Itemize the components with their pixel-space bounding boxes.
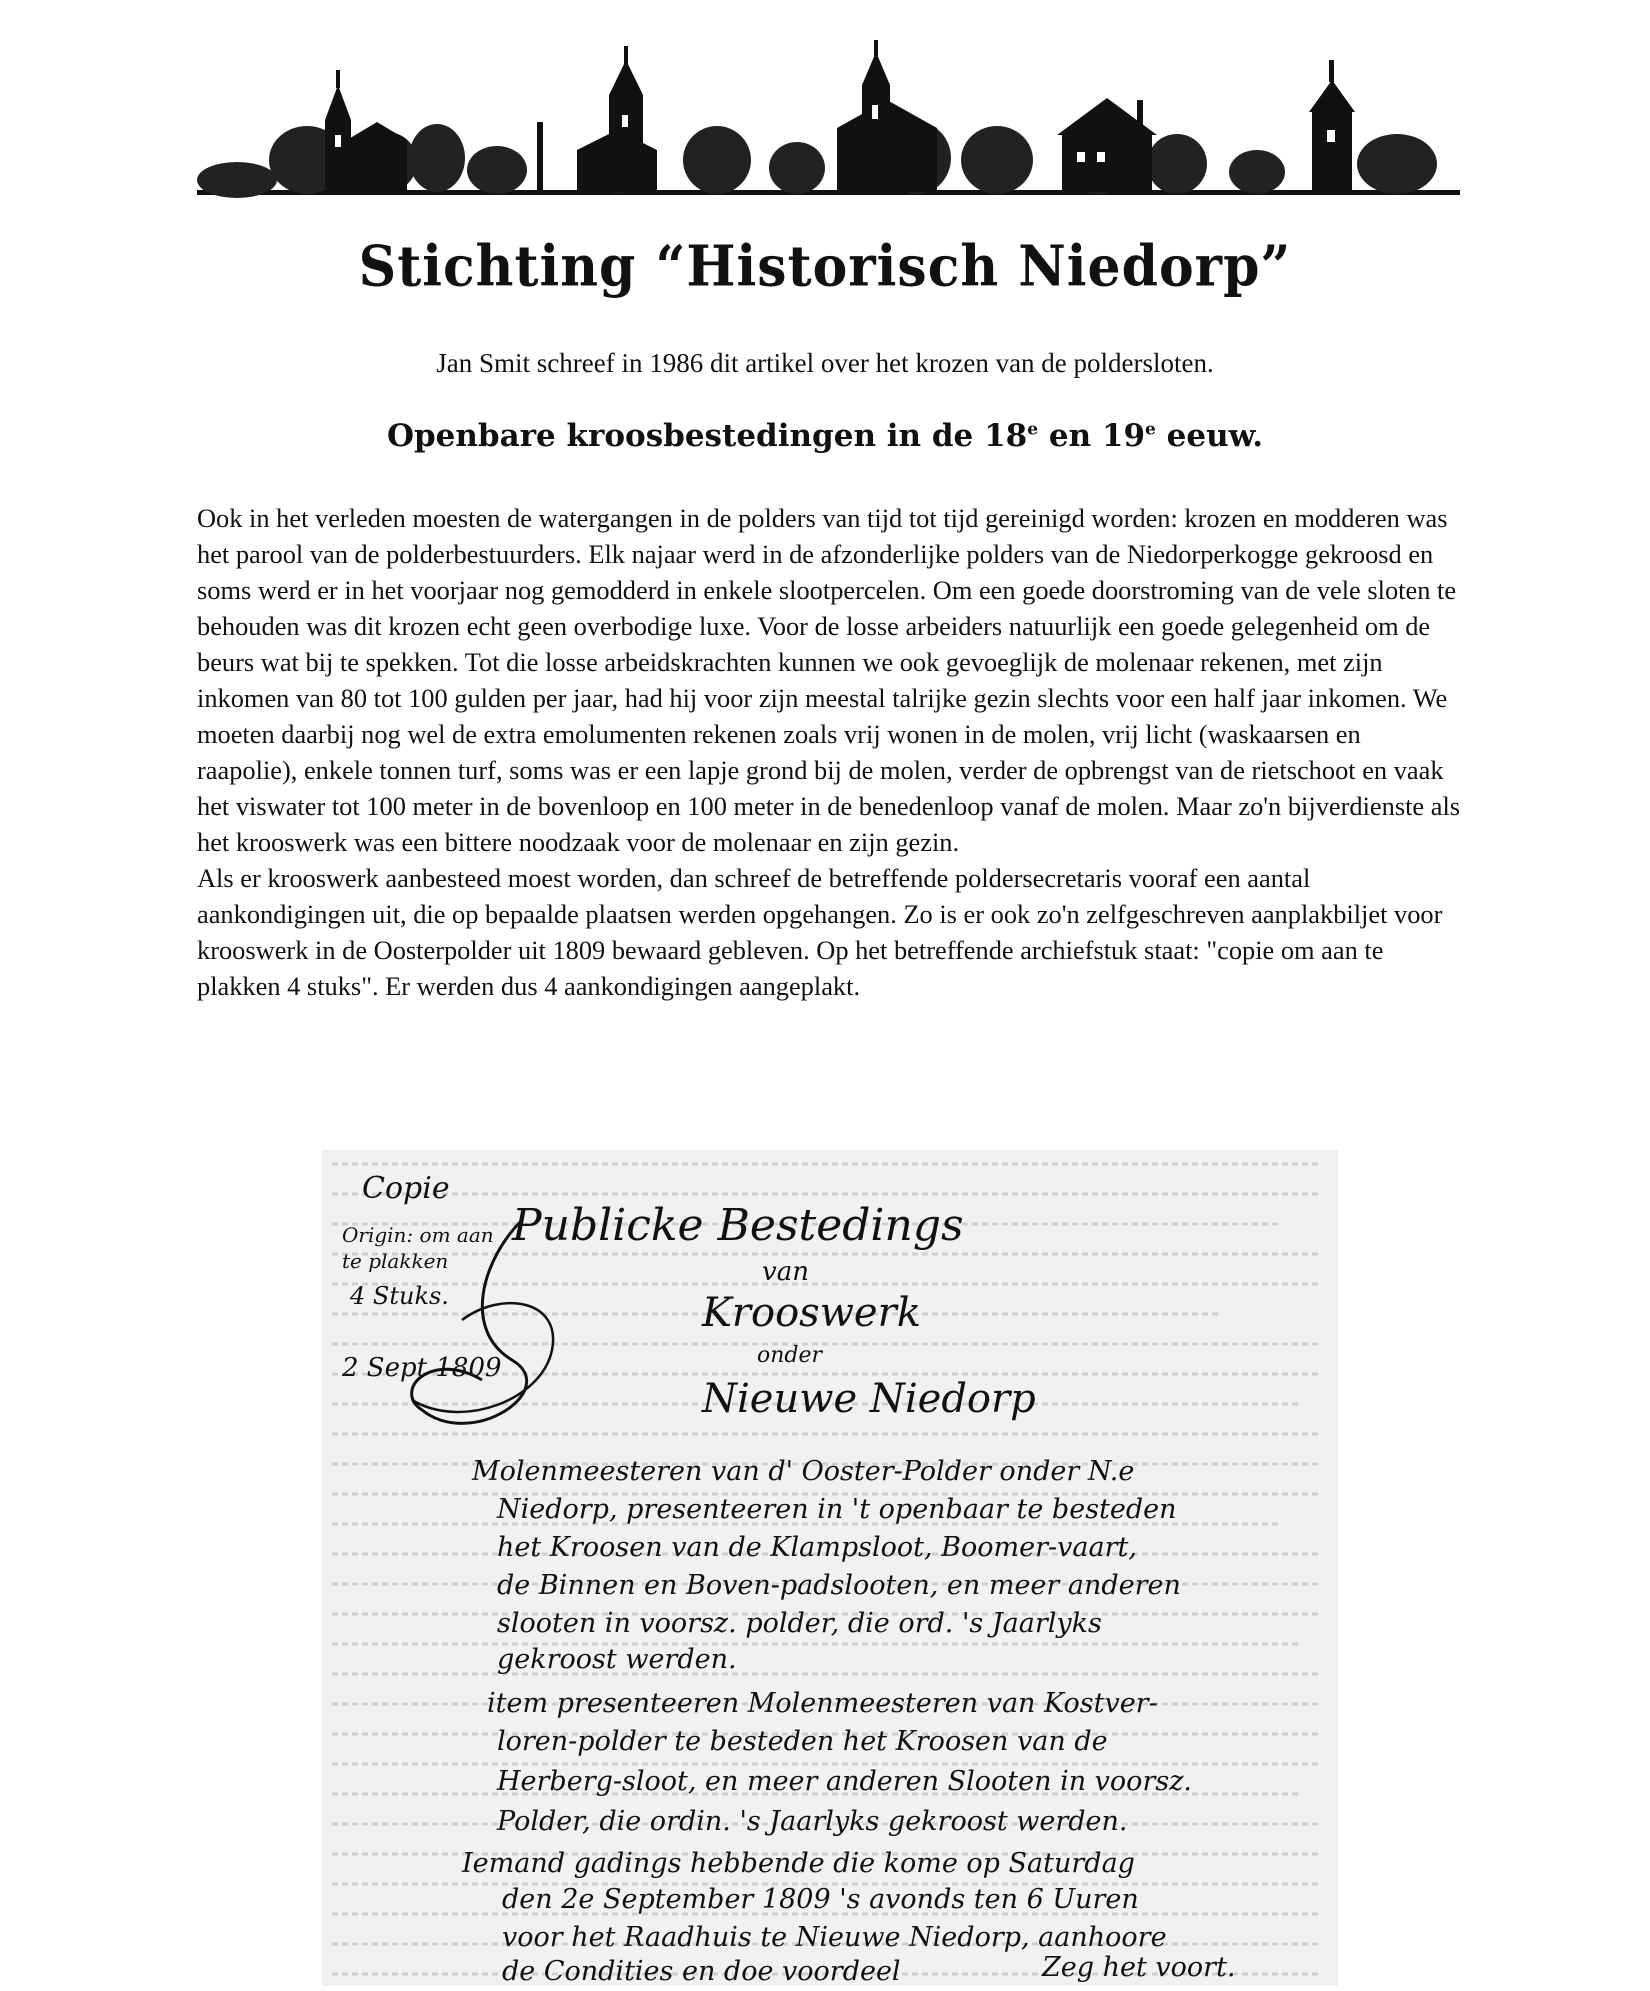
ms-margin-2: Origin: om aan	[342, 1223, 494, 1247]
intro-text: Jan Smit schreef in 1986 dit artikel over het krozen van de poldersloten.	[436, 348, 1214, 378]
ms-margin-3: te plakken	[342, 1249, 449, 1273]
ms-line-4: de Binnen en Boven-padslooten, en meer anderen	[497, 1570, 1181, 1601]
ms-line-11: Iemand gadings hebbende die kome op Saturdag	[462, 1848, 1135, 1879]
page-title: Stichting “Historisch Niedorp”	[358, 233, 1292, 300]
ms-title-2: van	[762, 1257, 809, 1287]
article-paragraph-1: Ook in het verleden moesten de watergangen in de polders van tijd tot tijd gereinigd worden: krozen en modderen was het parool van de polderbestuurders. Elk najaar werd in de afzonderlijke polders van de Niedorperkogge gekroosd en soms werd er in het voorjaar nog gemodderd in enkele slootpercelen. Om een goede doorstroming van de vele sloten te behouden was dit krozen echt geen overbodige luxe. Voor de losse arbeiders natuurlijk een goede gelegenheid om de beurs wat bij te spekken. Tot die losse arbeidskrachten kunnen we ook gevoeglijk de molenaar rekenen, met zijn inkomen van 80 tot 100 gulden per jaar, had hij voor zijn meestal talrijke gezin slechts voor een half jaar inkomen. We moeten daarbij nog wel de extra emolumenten rekenen zoals vrij wonen in de molen, vrij licht (waskaarsen en raapolie), enkele tonnen turf, soms was er een lapje grond bij de molen, verder de opbrengst van de rietschoot en vaak het viswater tot 100 meter in de bovenloop en 100 meter in de benedenloop vanaf de molen. Maar zo'n bijverdienste als het krooswerk was een bittere noodzaak voor de molenaar en zijn gezin.	[197, 503, 1461, 857]
header-skyline-illustration	[197, 40, 1460, 210]
ms-line-1: Molenmeesteren van d' Ooster-Polder onder N.e	[472, 1456, 1135, 1487]
ms-line-9: Herberg-sloot, en meer anderen Slooten in voorsz.	[497, 1766, 1193, 1797]
heading-sup-1: e	[1027, 419, 1039, 440]
manuscript-handwriting	[322, 1150, 1338, 1986]
manuscript-image	[322, 1150, 1338, 1986]
ms-line-10: Polder, die ordin. 's Jaarlyks gekroost werden.	[497, 1806, 1128, 1837]
ms-line-12: den 2e September 1809 's avonds ten 6 Uuren	[502, 1884, 1139, 1915]
article-paragraph-2: Als er krooswerk aanbesteed moest worden, dan schreef de betreffende poldersecretaris vooraf een aantal aankondigingen uit, die op bepaalde plaatsen werden opgehangen. Zo is er ook zo'n zelfgeschreven aanplakbiljet voor krooswerk in de Oosterpolder uit 1809 bewaard gebleven. Op het betreffende archiefstuk staat: "copie om aan te plakken 4 stuks". Er werden dus 4 aankondigingen aangeplakt.	[197, 863, 1443, 1001]
ms-margin-4: 4 Stuks.	[350, 1282, 449, 1310]
ms-margin-1: Copie	[362, 1171, 450, 1206]
ms-title-5: Nieuwe Niedorp	[702, 1376, 1036, 1422]
ms-line-7: item presenteeren Molenmeesteren van Kostver-	[487, 1688, 1158, 1719]
ms-line-14: de Condities en doe voordeel	[502, 1956, 901, 1986]
ms-line-2: Niedorp, presenteeren in 't openbaar te besteden	[497, 1494, 1177, 1525]
heading-sup-2: e	[1145, 419, 1156, 440]
heading-text-1: Openbare kroosbestedingen in de 18	[386, 418, 1028, 454]
ms-line-13: voor het Raadhuis te Nieuwe Niedorp, aanhoore	[502, 1922, 1167, 1953]
ms-title-1: Publicke Bestedings	[512, 1200, 964, 1251]
ms-title-4: onder	[757, 1343, 823, 1368]
heading-text-2: en 19	[1038, 418, 1146, 454]
ms-line-3: het Kroosen van de Klampsloot, Boomer-vaart,	[497, 1532, 1137, 1563]
article-heading	[0, 418, 1650, 454]
heading-text-3: eeuw.	[1155, 418, 1264, 454]
ms-line-5: slooten in voorsz. polder, die ord. 's Jaarlyks	[497, 1608, 1102, 1639]
ms-line-6: gekroost werden.	[497, 1644, 737, 1675]
ms-margin-date: 2 Sept 1809	[342, 1353, 502, 1383]
ms-line-8: loren-polder te besteden het Kroosen van de	[497, 1726, 1108, 1757]
ms-title-3: Krooswerk	[702, 1290, 921, 1336]
ms-line-15: Zeg het voort.	[1042, 1952, 1236, 1983]
article-body	[197, 500, 1467, 1004]
